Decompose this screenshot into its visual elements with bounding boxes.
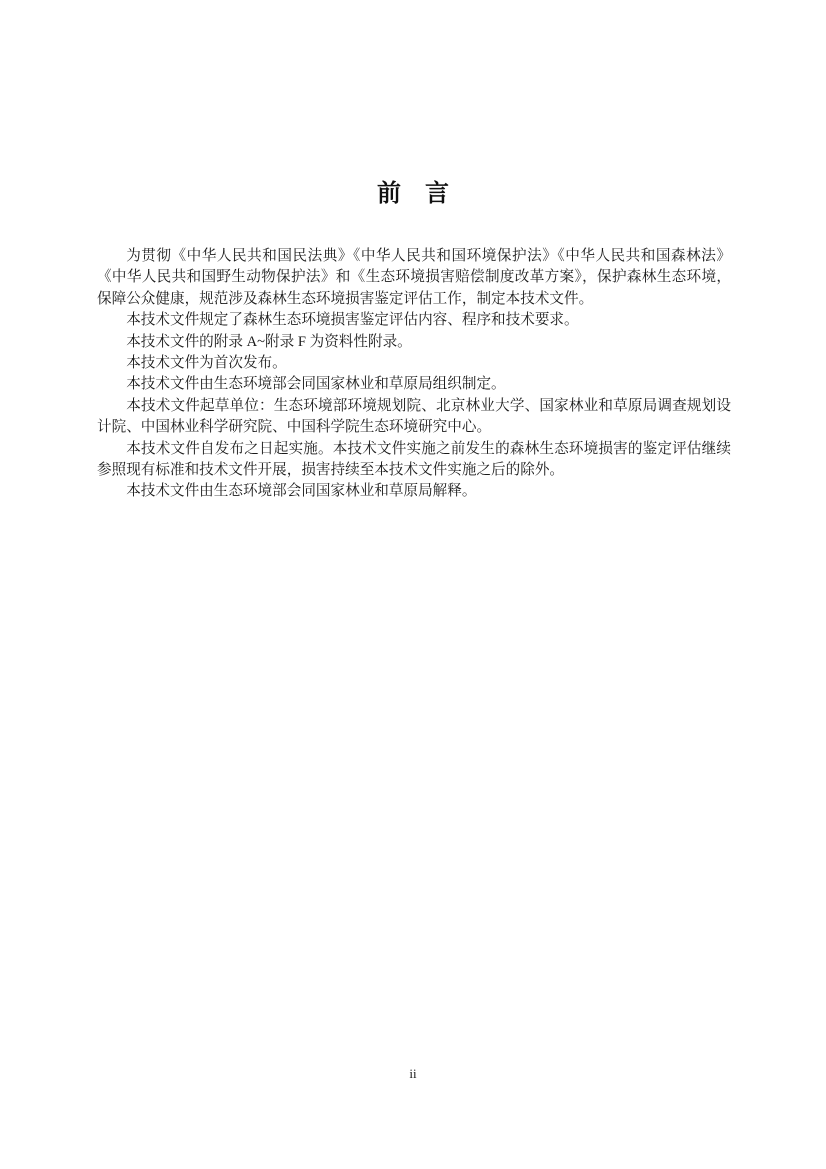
paragraph: 为贯彻《中华人民共和国民法典》《中华人民共和国环境保护法》《中华人民共和国森林法》《中华人民共和国野生动物保护法》和《生态环境损害赔偿制度改革方案》，保护森林生态环境，保障公众健康，规范涉及森林生态环境损害鉴定评估工作，制定本技术文件。 bbox=[97, 248, 731, 307]
paragraph: 本技术文件的附录 A~附录 F 为资料性附录。 bbox=[126, 333, 412, 350]
paragraph: 本技术文件规定了森林生态环境损害鉴定评估内容、程序和技术要求。 bbox=[126, 312, 579, 329]
paragraph: 本技术文件起草单位：生态环境部环境规划院、北京林业大学、国家林业和草原局调查规划设计院、中国林业科学研究院、中国科学院生态环境研究中心。 bbox=[97, 397, 731, 436]
paragraph: 本技术文件由生态环境部会同国家林业和草原局组织制定。 bbox=[126, 376, 506, 393]
page-number: ii bbox=[409, 1066, 417, 1081]
page-title: 前 言 bbox=[377, 181, 449, 207]
foreword-body bbox=[97, 246, 731, 503]
paragraph: 本技术文件自发布之日起实施。本技术文件实施之前发生的森林生态环境损害的鉴定评估继续参照现有标准和技术文件开展，损害持续至本技术文件实施之后的除外。 bbox=[97, 440, 731, 479]
paragraph: 本技术文件由生态环境部会同国家林业和草原局解释。 bbox=[126, 483, 477, 500]
paragraph: 本技术文件为首次发布。 bbox=[126, 355, 287, 372]
